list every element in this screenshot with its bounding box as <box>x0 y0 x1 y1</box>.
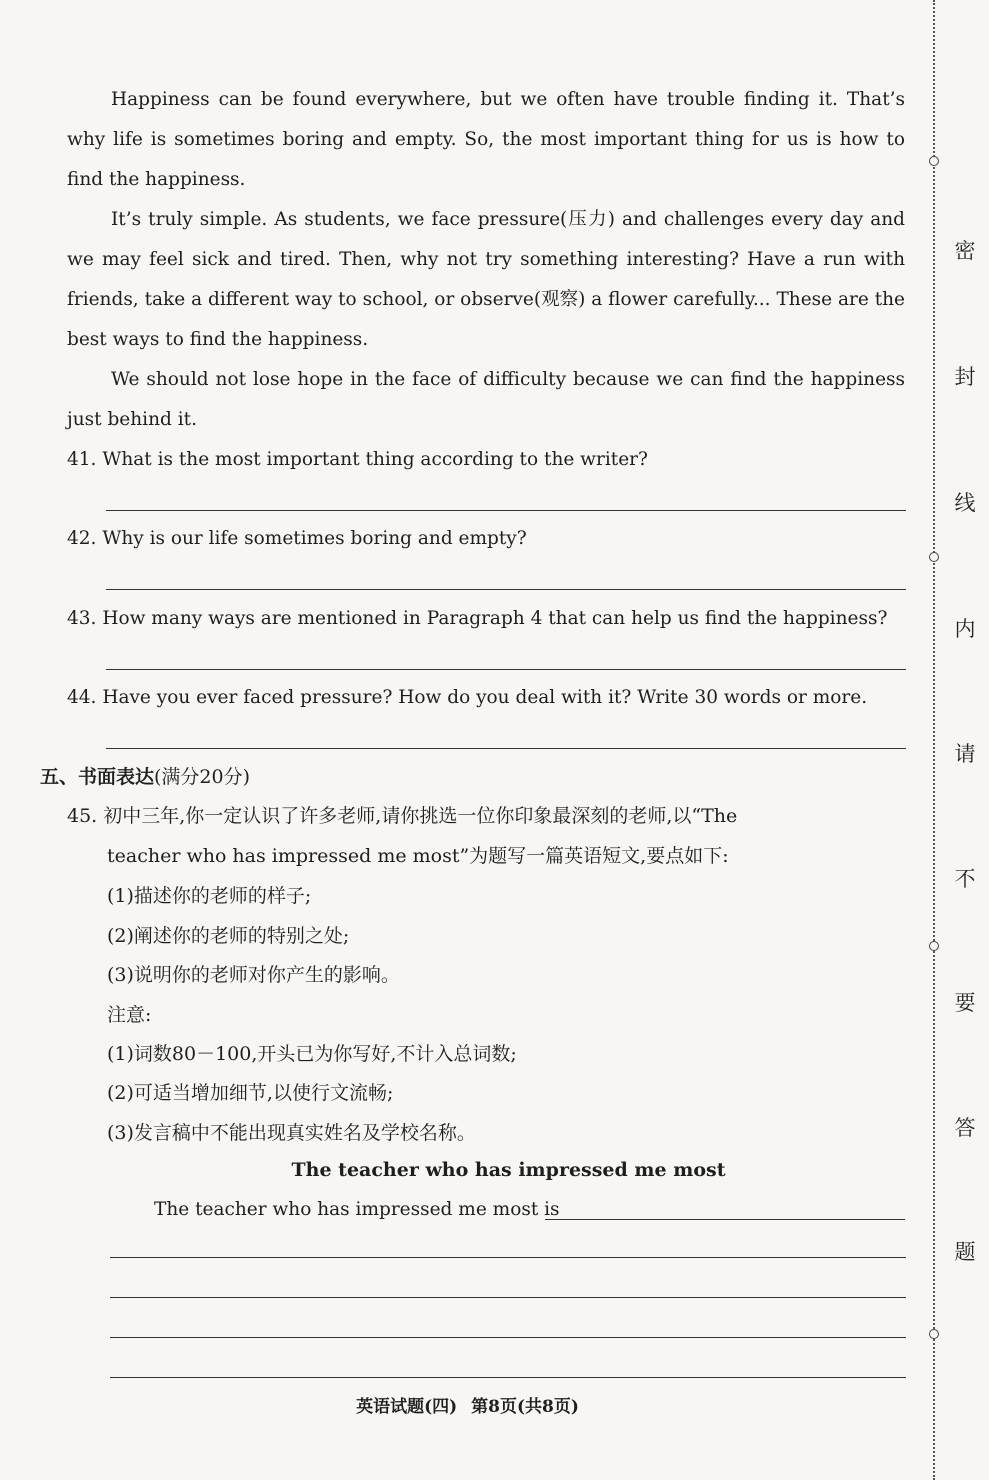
answer-line-44[interactable] <box>106 748 906 749</box>
question-44 <box>67 686 907 710</box>
question-number: 42. <box>67 528 97 549</box>
question-text: What is the most important thing according to the writer? <box>102 449 648 470</box>
writing-point-1: (1)描述你的老师的样子; <box>107 885 312 907</box>
binding-char: 内 <box>954 617 976 641</box>
answer-line-41[interactable] <box>106 510 906 511</box>
page-footer <box>0 1395 935 1419</box>
binding-hole-icon <box>929 941 939 951</box>
question-text: Why is our life sometimes boring and empty? <box>102 528 527 549</box>
binding-char: 密 <box>954 239 976 263</box>
question-42 <box>67 527 907 551</box>
essay-line[interactable] <box>110 1257 906 1258</box>
binding-hole-icon <box>929 156 939 166</box>
writing-intro-line-1: 45. 初中三年,你一定认识了许多老师,请你挑选一位你印象最深刻的老师,以“The <box>67 805 738 827</box>
binding-dotted-line <box>933 0 935 1480</box>
writing-point-2: (2)阐述你的老师的特别之处; <box>107 925 350 947</box>
binding-char: 题 <box>954 1240 976 1264</box>
note-1: (1)词数80－100,开头已为你写好,不计入总词数; <box>107 1043 517 1065</box>
question-text: How many ways are mentioned in Paragraph 4 that can help us find the happiness? <box>102 608 888 629</box>
question-number: 44. <box>67 687 97 708</box>
note-2: (2)可适当增加细节,以使行文流畅; <box>107 1082 394 1104</box>
footer-subject: 英语试题(四) <box>356 1397 458 1417</box>
question-number: 41. <box>67 449 97 470</box>
question-43 <box>67 607 907 631</box>
note-label: 注意: <box>107 1004 152 1026</box>
binding-char: 线 <box>954 491 976 515</box>
note-3: (3)发言稿中不能出现真实姓名及学校名称。 <box>107 1122 476 1144</box>
essay-title: The teacher who has impressed me most <box>291 1159 726 1181</box>
binding-hole-icon <box>929 552 939 562</box>
binding-char: 请 <box>954 742 976 766</box>
essay-line[interactable] <box>110 1377 906 1378</box>
passage-paragraph-3: We should not lose hope in the face of difficulty because we can find the happiness just behind it. <box>67 369 905 430</box>
passage-paragraph-1: Happiness can be found everywhere, but we often have trouble finding it. That’s why life is sometimes boring and empty. So, the most important thing for us is how to find the happiness. <box>67 89 905 190</box>
writing-intro-line-2: teacher who has impressed me most”为题写一篇英语短文,要点如下: <box>107 845 729 867</box>
section-title: 五、书面表达 <box>40 766 155 788</box>
binding-char: 要 <box>954 991 976 1015</box>
writing-point-3: (3)说明你的老师对你产生的影响。 <box>107 964 400 986</box>
binding-char: 答 <box>954 1116 976 1140</box>
binding-hole-icon <box>929 1329 939 1339</box>
question-number: 43. <box>67 608 97 629</box>
answer-line-43[interactable] <box>106 669 906 670</box>
question-text: Have you ever faced pressure? How do you deal with it? Write 30 words or more. <box>102 687 868 708</box>
essay-line[interactable] <box>110 1297 906 1298</box>
answer-line-42[interactable] <box>106 589 906 590</box>
essay-line[interactable] <box>110 1337 906 1338</box>
binding-char: 封 <box>954 365 976 389</box>
section-points: (满分20分) <box>154 766 251 788</box>
essay-opening: The teacher who has impressed me most is <box>154 1199 560 1220</box>
binding-char: 不 <box>954 867 976 891</box>
section-heading <box>40 764 250 790</box>
passage-paragraph-2: It’s truly simple. As students, we face pressure(压力) and challenges every day and we may feel sick and tired. Then, why not try something interesting? Have a run with friends, take a different way to school, or observe(观察) a flower carefully... These are the best ways to find the happiness. <box>67 209 905 350</box>
question-41 <box>67 448 907 472</box>
essay-first-line[interactable] <box>545 1219 905 1220</box>
footer-page-number: 第8页(共8页) <box>471 1397 579 1417</box>
